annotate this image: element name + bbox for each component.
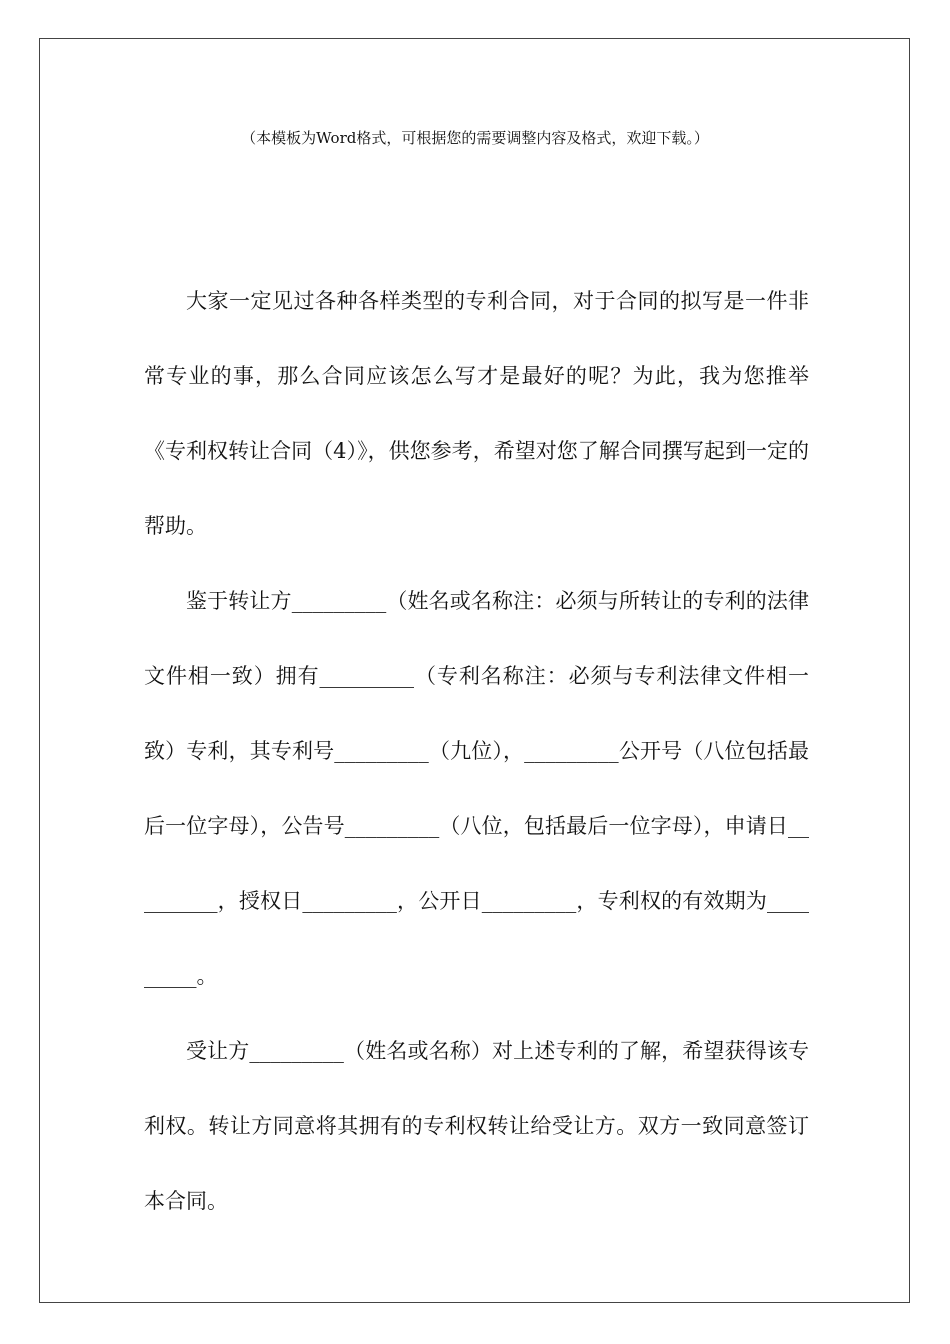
transferee-paragraph: 受让方_________（姓名或名称）对上述专利的了解，希望获得该专利权。转让方同意将其拥有的专利权转让给受让方。双方一致同意签订本合同。 [144,1039,809,1213]
transferor-paragraph: 鉴于转让方_________（姓名或名称注：必须与所转让的专利的法律文件相一致）拥有_________（专利名称注：必须与专利法律文件相一致）专利，其专利号_________（九位），_________公开号（八位包括最后一位字母），公告号_________（八位，包括最后一位字母），申请日_________，授权日_________，公开日_________，专利权的有效期为_________。 [144,589,809,988]
intro-paragraph: 大家一定见过各种各样类型的专利合同，对于合同的拟写是一件非常专业的事，那么合同应该怎么写才是最好的呢？为此，我为您推举《专利权转让合同（4）》，供您参考，希望对您了解合同撰写起到一定的帮助。 [144,289,809,538]
template-note: （本模板为Word格式，可根据您的需要调整内容及格式，欢迎下载。） [241,129,709,147]
document-body [144,264,809,1239]
